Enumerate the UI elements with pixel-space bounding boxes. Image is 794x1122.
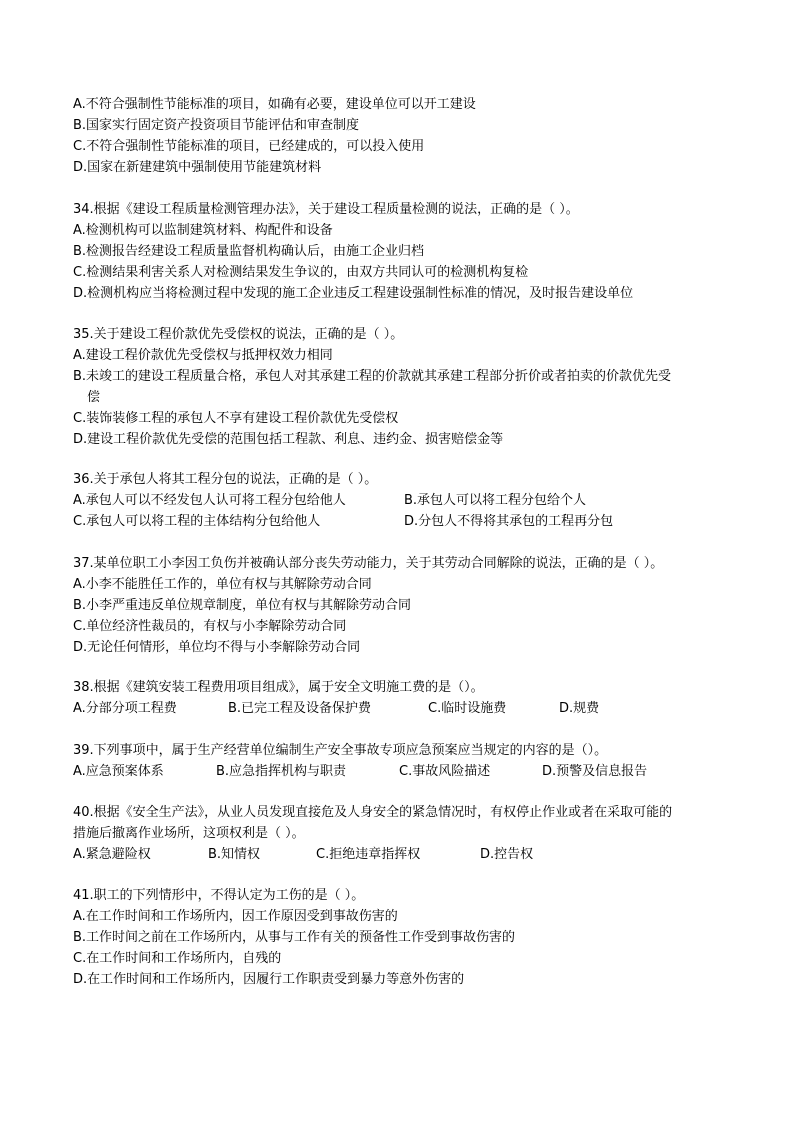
option-a: A.在工作时间和工作场所内，因工作原因受到事故伤害的 [73, 909, 398, 924]
question-stem: 35.关于建设工程价款优先受偿权的说法，正确的是（ ）。 [73, 327, 404, 342]
question-35 [73, 324, 733, 450]
option-d: D.预警及信息报告 [542, 764, 648, 779]
question-37 [73, 553, 733, 658]
options-row-1 [73, 490, 733, 511]
option-d: D.检测机构应当将检测过程中发现的施工企业违反工程建设强制性标准的情况，及时报告建设单位 [73, 286, 634, 301]
option-b: B.小李严重违反单位规章制度，单位有权与其解除劳动合同 [73, 598, 412, 613]
option-a: A.不符合强制性节能标准的项目，如确有必要，建设单位可以开工建设 [73, 97, 476, 112]
option-c: C.装饰装修工程的承包人不享有建设工程价款优先受偿权 [73, 411, 399, 426]
option-d: D.建设工程价款优先受偿的范围包括工程款、利息、违约金、损害赔偿金等 [73, 432, 504, 447]
option-b: B.工作时间之前在工作场所内，从事与工作有关的预备性工作受到事故伤害的 [73, 930, 516, 945]
option-a: A.建设工程价款优先受偿权与抵押权效力相同 [73, 348, 333, 363]
option-b: B.应急指挥机构与职责 [216, 764, 347, 779]
question-38 [73, 677, 733, 719]
question-stem: 36.关于承包人将其工程分包的说法，正确的是（ ）。 [73, 472, 378, 487]
option-c: C.承包人可以将工程的主体结构分包给他人 [73, 514, 321, 529]
option-d: D.在工作时间和工作场所内，因履行工作职责受到暴力等意外伤害的 [73, 972, 465, 987]
option-a: A.承包人可以不经发包人认可将工程分包给他人 [73, 493, 346, 508]
option-d: D.控告权 [480, 847, 534, 862]
option-c: C.拒绝违章指挥权 [316, 847, 421, 862]
option-a: A.小李不能胜任工作的，单位有权与其解除劳动合同 [73, 577, 372, 592]
option-d: D.规费 [559, 701, 600, 716]
option-a: A.应急预案体系 [73, 764, 164, 779]
question-34 [73, 199, 733, 304]
question-stem: 37.某单位职工小李因工负伤并被确认部分丧失劳动能力，关于其劳动合同解除的说法，正确的是（ ）。 [73, 556, 664, 571]
question-stem: 34.根据《建设工程质量检测管理办法》，关于建设工程质量检测的说法，正确的是（ ）。 [73, 202, 579, 217]
option-d: D.国家在新建建筑中强制使用节能建筑材料 [73, 160, 322, 175]
option-c: C.临时设施费 [428, 701, 507, 716]
options-row [73, 844, 733, 865]
option-b: B.检测报告经建设工程质量监督机构确认后，由施工企业归档 [73, 244, 425, 259]
option-b: B.未竣工的建设工程质量合格，承包人对其承建工程的价款就其承建工程部分折价或者拍卖的价款优先受 [73, 369, 672, 384]
question-36 [73, 469, 733, 532]
question-stem: 38.根据《建筑安装工程费用项目组成》，属于安全文明施工费的是（）。 [73, 680, 484, 695]
question-stem: 40.根据《安全生产法》，从业人员发现直接危及人身安全的紧急情况时，有权停止作业或者在采取可能的 [73, 805, 673, 820]
option-c: C.检测结果利害关系人对检测结果发生争议的，由双方共同认可的检测机构复检 [73, 265, 529, 280]
option-b: B.已完工程及设备保护费 [228, 701, 372, 716]
option-c: C.不符合强制性节能标准的项目，已经建成的，可以投入使用 [73, 139, 425, 154]
option-b: B.知情权 [208, 847, 261, 862]
question-stem: 39.下列事项中，属于生产经营单位编制生产安全事故专项应急预案应当规定的内容的是（）。 [73, 743, 608, 758]
question-stem-continued: 措施后撤离作业场所，这项权利是（ ）。 [73, 826, 305, 841]
option-a: A.检测机构可以监制建筑材料、构配件和设备 [73, 223, 333, 238]
option-a: A.分部分项工程费 [73, 701, 177, 716]
question-33 [73, 94, 733, 178]
option-a: A.紧急避险权 [73, 847, 151, 862]
option-d: D.无论任何情形，单位均不得与小李解除劳动合同 [73, 640, 361, 655]
options-row-2 [73, 511, 733, 532]
option-d: D.分包人不得将其承包的工程再分包 [404, 514, 614, 529]
question-39 [73, 740, 733, 782]
question-stem: 41.职工的下列情形中，不得认定为工伤的是（ ）。 [73, 888, 365, 903]
option-b-continued: 偿 [87, 390, 101, 405]
question-40 [73, 802, 733, 865]
option-c: C.在工作时间和工作场所内，自残的 [73, 951, 282, 966]
question-41 [73, 885, 733, 990]
option-b: B.国家实行固定资产投资项目节能评估和审查制度 [73, 118, 360, 133]
option-b: B.承包人可以将工程分包给个人 [404, 493, 587, 508]
option-c: C.单位经济性裁员的，有权与小李解除劳动合同 [73, 619, 347, 634]
options-row [73, 761, 733, 782]
option-c: C.事故风险描述 [399, 764, 491, 779]
options-row [73, 698, 733, 719]
